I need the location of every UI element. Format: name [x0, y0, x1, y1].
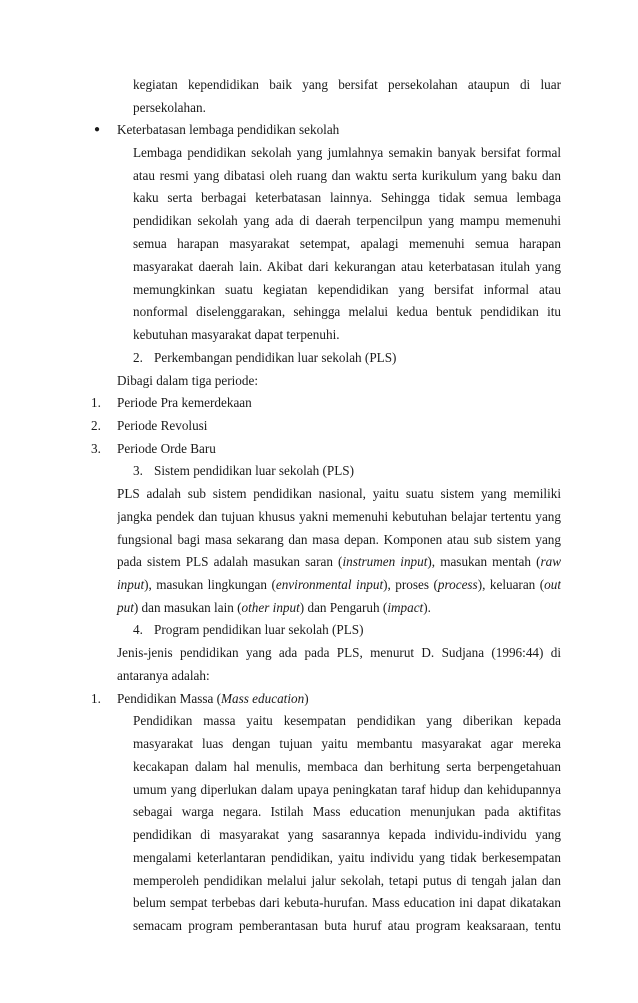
- text-line: masyarakat luas dengan tujuan yaitu membantu masyarakat agar mereka: [133, 736, 561, 751]
- text-line: masyarakat daerah lain. Akibat dari kekurangan atau keterbatasan itulah yang: [133, 259, 561, 274]
- section-number: 4.: [133, 622, 143, 637]
- section-heading: Sistem pendidikan luar sekolah (PLS): [154, 463, 354, 478]
- text-line: antaranya adalah:: [117, 668, 210, 683]
- text-line: PLS adalah sub sistem pendidikan nasional, yaitu suatu sistem yang memiliki: [117, 486, 561, 501]
- italic-term: instrumen input: [342, 554, 428, 569]
- text-line: sebagai warga negara. Istilah Mass education menunjukan pada aktifitas: [133, 804, 561, 819]
- text-line: kebutuhan masyarakat dapat terpenuhi.: [133, 327, 340, 342]
- text-line: belum sempat terbebas dari kebuta-hurufan. Mass education ini dapat dikatakan: [133, 895, 561, 910]
- text-line: persekolahan.: [133, 100, 206, 115]
- text-line: kecakapan dalam hal menulis, membaca dan berhitung serta berpengetahuan: [133, 759, 561, 774]
- text-line: memperoleh pendidikan melalui jalur sekolah, tetapi putus di tengah jalan dan: [133, 873, 561, 888]
- text-line: Lembaga pendidikan sekolah yang jumlahnya semakin banyak bersifat formal: [133, 145, 561, 160]
- text-run: ): [304, 691, 309, 706]
- text-line: umum yang diperlukan dalam upaya peningkatan taraf hidup dan kehidupannya: [133, 782, 561, 797]
- text-line: Pendidikan massa yaitu kesempatan pendidikan yang diberikan kepada: [133, 713, 561, 728]
- list-item: Periode Orde Baru: [117, 441, 216, 456]
- text-line: nonformal diselenggarakan, sehingga melalui kedua bentuk pendidikan itu: [133, 304, 561, 319]
- text-run: ), masukan mentah (: [427, 554, 541, 569]
- text-line: semacam program pemberantasan buta huruf atau program keaksaraan, tentu: [133, 918, 561, 933]
- text-line: atau resmi yang dibatasi oleh ruang dan waktu serta kurikulum yang baku dan: [133, 168, 561, 183]
- italic-term: Mass education: [221, 691, 305, 706]
- text-run: Pendidikan Massa (: [117, 691, 222, 706]
- text-line: fungsional bagi masa sekarang dan masa depan. Komponen atau sub sistem yang: [117, 532, 561, 547]
- text-run: pada sistem PLS adalah masukan saran (: [117, 554, 343, 569]
- bullet-icon: ●: [94, 124, 101, 135]
- text-line: semua harapan masyarakat setempat, apalagi memenuhi semua harapan: [133, 236, 561, 251]
- list-number: 3.: [91, 441, 101, 456]
- text-line: Jenis-jenis pendidikan yang ada pada PLS, menurut D. Sudjana (1996:44) di: [117, 645, 561, 660]
- text-line: Dibagi dalam tiga periode:: [117, 373, 258, 388]
- list-item-heading: [117, 690, 309, 708]
- text-line: kaku serta berbagai keterbatasan lainnya. Sehingga tidak semua lembaga: [133, 190, 561, 205]
- text-line: jangka pendek dan tujuan khusus yakni memenuhi kebutuhan belajar tertentu yang: [117, 509, 561, 524]
- text-run: ).: [423, 600, 431, 615]
- italic-term: impact: [387, 600, 424, 615]
- list-number: 1.: [91, 691, 101, 706]
- text-line: [117, 599, 561, 617]
- text-line: pendidikan sekolah yang ada di daerah terpencilpun yang mampu memenuhi: [133, 213, 561, 228]
- text-run: ), masukan lingkungan (: [144, 577, 276, 592]
- italic-term: out: [544, 577, 561, 592]
- text-line: kegiatan kependidikan baik yang bersifat persekolahan ataupun di luar: [133, 77, 561, 92]
- text-run: ), proses (: [383, 577, 438, 592]
- text-line: [117, 576, 561, 594]
- italic-term: input: [117, 577, 145, 592]
- list-number: 2.: [91, 418, 101, 433]
- text-line: memungkinkan suatu kegiatan kependidikan yang bersifat informal atau: [133, 282, 561, 297]
- list-item-heading: Keterbatasan lembaga pendidikan sekolah: [117, 122, 340, 137]
- text-line: [117, 553, 561, 571]
- section-number: 3.: [133, 463, 143, 478]
- text-run: ) dan masukan lain (: [133, 600, 242, 615]
- text-line: pendidikan di masyarakat yang sasarannya kepada individu-individu yang: [133, 827, 561, 842]
- list-number: 1.: [91, 395, 101, 410]
- list-item: Periode Revolusi: [117, 418, 208, 433]
- text-run: ), keluaran (: [477, 577, 545, 592]
- italic-term: put: [117, 600, 134, 615]
- section-heading: Perkembangan pendidikan luar sekolah (PLS): [154, 350, 397, 365]
- italic-term: other input: [241, 600, 300, 615]
- italic-term: environmental input: [275, 577, 384, 592]
- italic-term: raw: [540, 554, 561, 569]
- section-number: 2.: [133, 350, 143, 365]
- list-item: Periode Pra kemerdekaan: [117, 395, 252, 410]
- italic-term: process: [437, 577, 478, 592]
- section-heading: Program pendidikan luar sekolah (PLS): [154, 622, 364, 637]
- text-run: ) dan Pengaruh (: [299, 600, 388, 615]
- text-line: mengalami keterlantaran pendidikan, yaitu individu yang tidak berkesempatan: [133, 850, 561, 865]
